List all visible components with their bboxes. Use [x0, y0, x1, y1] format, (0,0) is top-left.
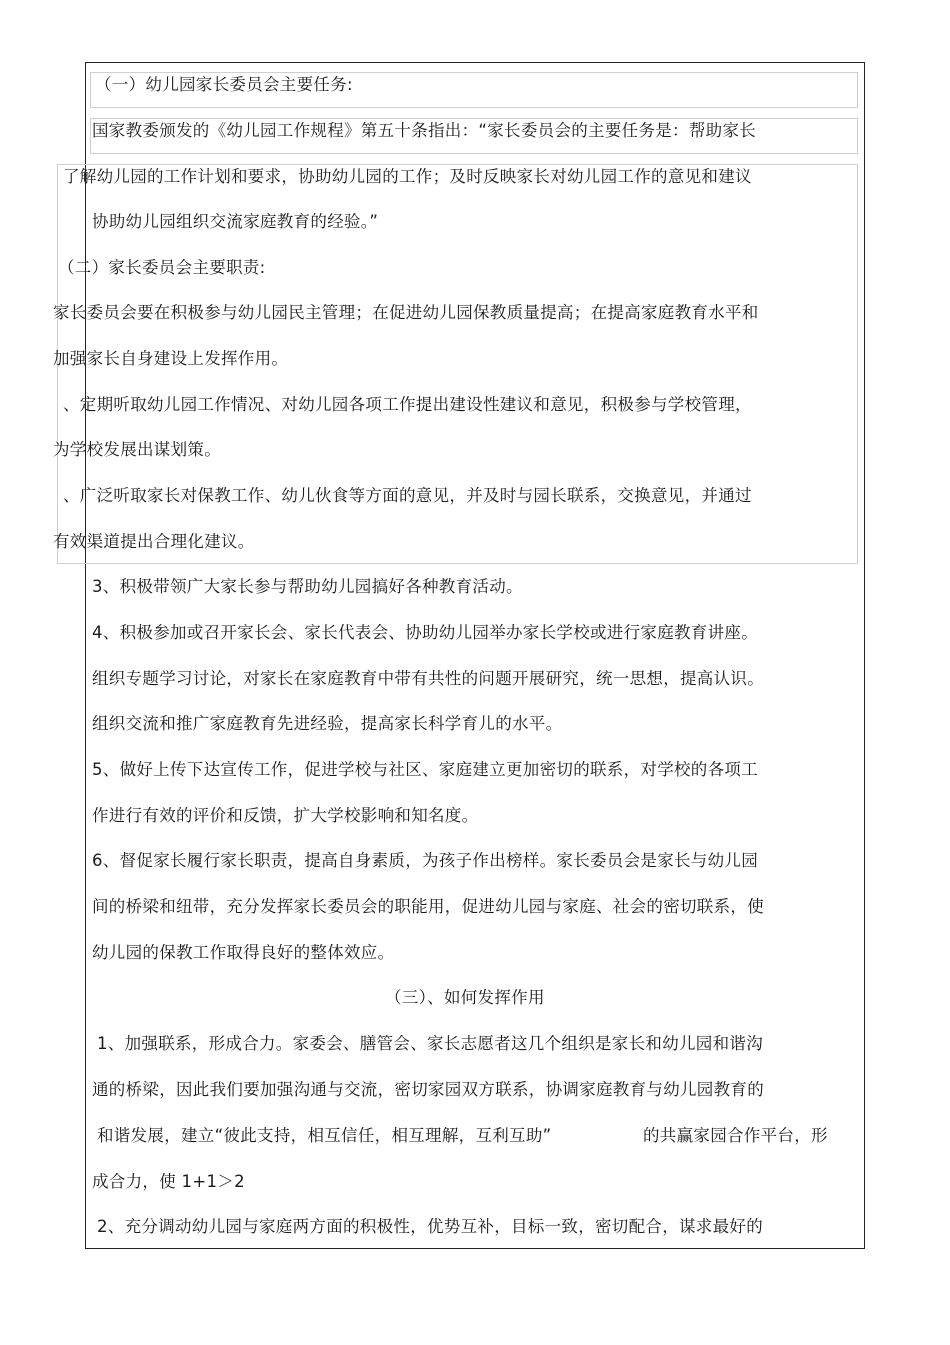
section2-line-12: 作进行有效的评价和反馈，扩大学校影响和知名度。: [92, 806, 479, 825]
section2-line-4: 为学校发展出谋划策。: [53, 440, 221, 459]
section2-line-2: 加强家长自身建设上发挥作用。: [53, 349, 289, 368]
section1-line-1: 国家教委颁发的《幼儿园工作规程》第五十条指出：“家长委员会的主要任务是：帮助家长: [92, 121, 757, 140]
section2-line-14: 间的桥梁和纽带，充分发挥家长委员会的职能用，促进幼儿园与家庭、社会的密切联系，使: [92, 897, 764, 916]
section2-line-1: 家长委员会要在积极参与幼儿园民主管理；在促进幼儿园保教质量提高；在提高家庭教育水平和: [53, 303, 759, 322]
section3-heading: （三）、如何发挥作用: [385, 988, 545, 1007]
section1-line-2: 了解幼儿园的工作计划和要求，协助幼儿园的工作；及时反映家长对幼儿园工作的意见和建议: [63, 167, 752, 186]
section2-line-13: 6、督促家长履行家长职责，提高自身素质，为孩子作出榜样。家长委员会是家长与幼儿园: [92, 851, 758, 870]
section3-line-2: 通的桥梁，因此我们要加强沟通与交流，密切家园双方联系，协调家庭教育与幼儿园教育的: [92, 1080, 764, 1099]
section2-line-6: 有效渠道提出合理化建议。: [53, 532, 255, 551]
section2-line-3: 、定期听取幼儿园工作情况、对幼儿园各项工作提出建设性建议和意见，积极参与学校管理，: [63, 395, 752, 414]
section2-line-5: 、广泛听取家长对保教工作、幼儿伙食等方面的意见，并及时与园长联系，交换意见，并通过: [63, 486, 752, 505]
section3-line-3b: 的共赢家园合作平台，形: [643, 1126, 828, 1145]
section3-line-3a: 和谐发展，建立“彼此支持，相互信任，相互理解，互利互助”: [97, 1126, 552, 1145]
section2-line-7: 3、积极带领广大家长参与帮助幼儿园搞好各种教育活动。: [92, 577, 523, 596]
section2-line-9: 组织专题学习讨论，对家长在家庭教育中带有共性的问题开展研究，统一思想，提高认识。: [92, 669, 764, 688]
section2-heading: （二）家长委员会主要职责:: [58, 258, 266, 277]
section2-line-10: 组织交流和推广家庭教育先进经验，提高家长科学育儿的水平。: [92, 714, 563, 733]
section3-line-1: 1、加强联系，形成合力。家委会、膳管会、家长志愿者这几个组织是家长和幼儿园和谐沟: [97, 1034, 763, 1053]
section2-line-8: 4、积极参加或召开家长会、家长代表会、协助幼儿园举办家长学校或进行家庭教育讲座。: [92, 623, 758, 642]
section1-heading: （一）幼儿园家长委员会主要任务:: [95, 75, 353, 94]
section3-line-4: 成合力，使 1+1＞2: [92, 1172, 245, 1191]
section1-line-3: 协助幼儿园组织交流家庭教育的经验。”: [92, 212, 379, 231]
section2-line-11: 5、做好上传下达宣传工作，促进学校与社区、家庭建立更加密切的联系，对学校的各项工: [92, 760, 758, 779]
section2-line-15: 幼儿园的保教工作取得良好的整体效应。: [92, 943, 395, 962]
section3-line-5: 2、充分调动幼儿园与家庭两方面的积极性，优势互补，目标一致，密切配合，谋求最好的: [97, 1217, 763, 1236]
